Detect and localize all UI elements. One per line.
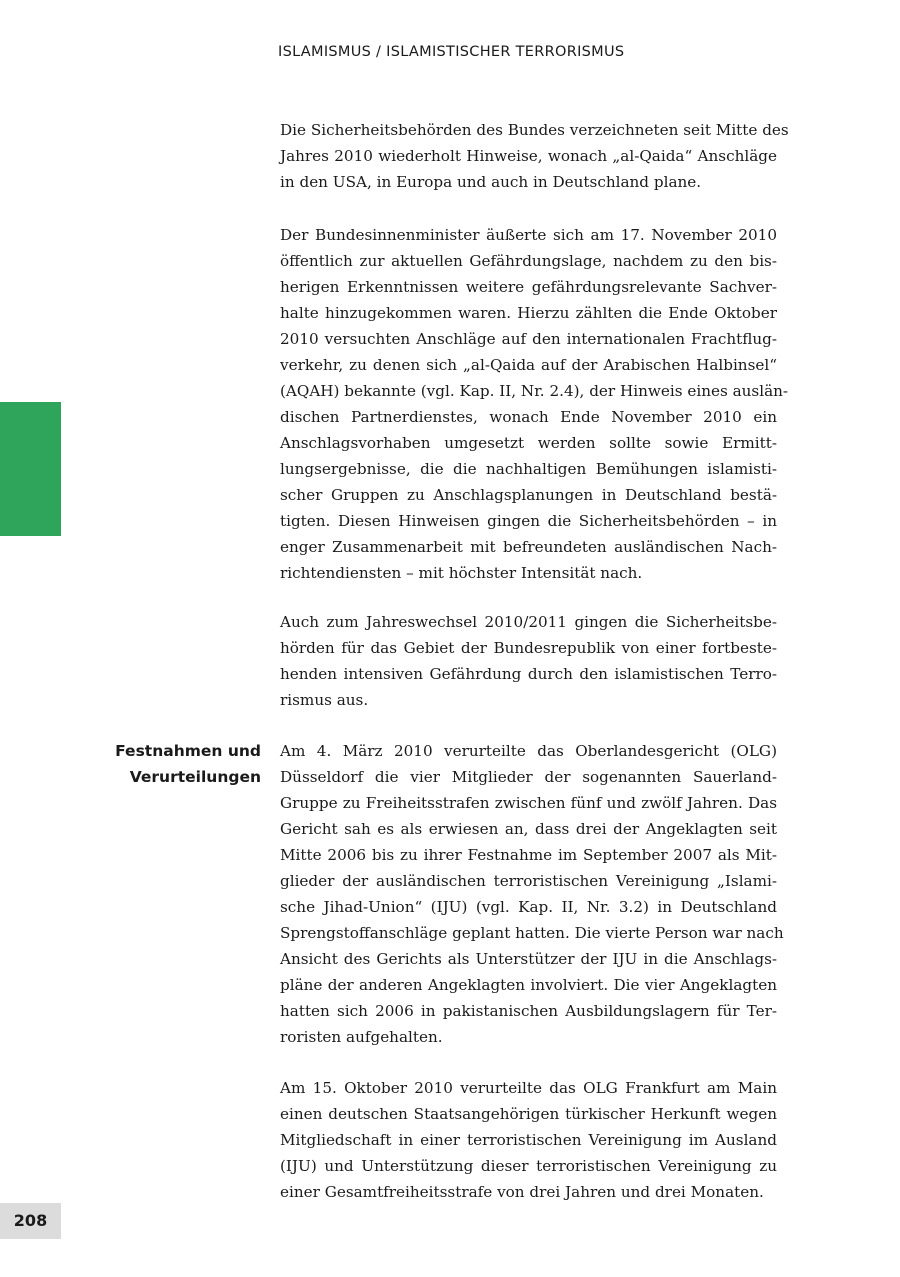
text-line: Die Sicherheitsbehörden des Bundes verzeichneten seit Mitte des xyxy=(280,121,789,139)
text-line: pläne der anderen Angeklagten involviert. Die vier Angeklagten xyxy=(280,976,777,994)
text-line: Am 4. März 2010 verurteilte das Oberlandesgericht (OLG) xyxy=(280,742,777,760)
text-line: (AQAH) bekannte (vgl. Kap. II, Nr. 2.4), der Hinweis eines auslän- xyxy=(280,382,789,400)
text-line: tigten. Diesen Hinweisen gingen die Sicherheitsbehörden – in xyxy=(280,512,777,530)
text-line: (IJU) und Unterstützung dieser terroristischen Vereinigung zu xyxy=(280,1157,777,1175)
text-line: henden intensiven Gefährdung durch den islamistischen Terro- xyxy=(280,665,777,683)
text-line: Mitte 2006 bis zu ihrer Festnahme im September 2007 als Mit- xyxy=(280,846,777,864)
text-line: Gericht sah es als erwiesen an, dass drei der Angeklagten seit xyxy=(280,820,777,838)
text-line: Gruppe zu Freiheitsstrafen zwischen fünf und zwölf Jahren. Das xyxy=(280,794,777,812)
text-line: richtendiensten – mit höchster Intensität nach. xyxy=(280,564,643,582)
text-line: Jahres 2010 wiederholt Hinweise, wonach „al-Qaida“ Anschläge xyxy=(280,147,777,165)
text-line: Düsseldorf die vier Mitglieder der sogenannten Sauerland- xyxy=(280,768,777,786)
sidebar-heading-line-1: Festnahmen und xyxy=(115,742,261,760)
text-line: rismus aus. xyxy=(280,691,369,709)
section-color-tab xyxy=(0,402,61,536)
text-line: einen deutschen Staatsangehörigen türkischer Herkunft wegen xyxy=(280,1105,777,1123)
text-line: hörden für das Gebiet der Bundesrepublik von einer fortbeste- xyxy=(280,639,777,657)
text-line: Am 15. Oktober 2010 verurteilte das OLG Frankfurt am Main xyxy=(280,1079,777,1097)
text-line: in den USA, in Europa und auch in Deutschland plane. xyxy=(280,173,702,191)
text-line: roristen aufgehalten. xyxy=(280,1028,443,1046)
text-line: einer Gesamtfreiheitsstrafe von drei Jahren und drei Monaten. xyxy=(280,1183,764,1201)
text-line: hatten sich 2006 in pakistanischen Ausbildungslagern für Ter- xyxy=(280,1002,777,1020)
text-line: herigen Erkenntnissen weitere gefährdungsrelevante Sachver- xyxy=(280,278,777,296)
text-line: Ansicht des Gerichts als Unterstützer der IJU in die Anschlags- xyxy=(280,950,777,968)
text-line: Mitgliedschaft in einer terroristischen Vereinigung im Ausland xyxy=(280,1131,777,1149)
text-line: glieder der ausländischen terroristischen Vereinigung „Islami- xyxy=(280,872,777,890)
text-line: enger Zusammenarbeit mit befreundeten ausländischen Nach- xyxy=(280,538,777,556)
text-line: Der Bundesinnenminister äußerte sich am 17. November 2010 xyxy=(280,226,777,244)
text-line: 2010 versuchten Anschläge auf den internationalen Frachtflug- xyxy=(280,330,777,348)
text-line: Sprengstoffanschläge geplant hatten. Die vierte Person war nach xyxy=(280,924,784,942)
text-line: sche Jihad-Union“ (IJU) (vgl. Kap. II, Nr. 3.2) in Deutschland xyxy=(280,898,777,916)
text-line: öffentlich zur aktuellen Gefährdungslage, nachdem zu den bis- xyxy=(280,252,777,270)
text-line: halte hinzugekommen waren. Hierzu zählten die Ende Oktober xyxy=(280,304,777,322)
sidebar-heading-line-2: Verurteilungen xyxy=(129,768,261,786)
text-line: scher Gruppen zu Anschlagsplanungen in Deutschland bestä- xyxy=(280,486,777,504)
text-line: verkehr, zu denen sich „al-Qaida auf der Arabischen Halbinsel“ xyxy=(280,356,777,374)
text-line: Auch zum Jahreswechsel 2010/2011 gingen die Sicherheitsbe- xyxy=(280,613,777,631)
text-line: lungsergebnisse, die die nachhaltigen Bemühungen islamisti- xyxy=(280,460,777,478)
running-header: ISLAMISMUS / ISLAMISTISCHER TERRORISMUS xyxy=(278,44,625,60)
page-number: 208 xyxy=(13,1211,48,1230)
text-line: dischen Partnerdienstes, wonach Ende November 2010 ein xyxy=(280,408,777,426)
text-line: Anschlagsvorhaben umgesetzt werden sollte sowie Ermitt- xyxy=(280,434,777,452)
